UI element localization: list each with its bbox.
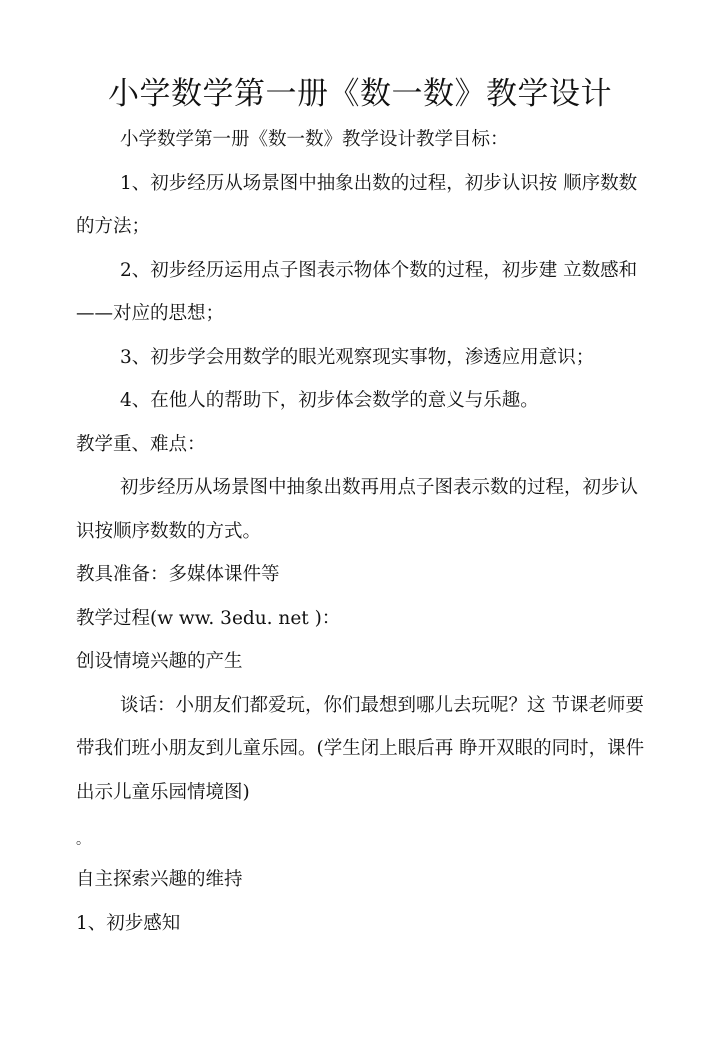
teaching-aids: 教具准备：多媒体课件等 — [76, 564, 280, 585]
dialogue-paragraph: 谈话：小朋友们都爱玩，你们最想到哪儿去玩呢？这 节课老师要带我们班小朋友到儿童乐园。(学生闭上眼后再 睁开双眼的同时，课件出示儿童乐园情境图) — [76, 694, 645, 803]
key-points-text: 初步经历从场景图中抽象出数再用点子图表示数的过程，初步认识按顺序数数的方式。 — [76, 477, 639, 542]
objective-2: 2、初步经历运用点子图表示物体个数的过程，初步建 立数感和——对应的思想； — [76, 259, 638, 324]
objective-4: 4、在他人的帮助下，初步体会数学的意义与乐趣。 — [120, 390, 539, 411]
period-stub: 。 — [76, 832, 90, 848]
objective-1: 1、初步经历从场景图中抽象出数的过程，初步认识按 顺序数数的方法； — [76, 172, 638, 237]
objectives-heading: 小学数学第一册《数一数》教学设计教学目标： — [120, 129, 509, 150]
document-body — [76, 118, 646, 945]
teaching-process-heading: 教学过程(w ww. 3edu. net )： — [76, 607, 341, 629]
key-points-heading: 教学重、难点： — [76, 433, 206, 455]
subsection-initial-perception: 1、初步感知 — [76, 912, 181, 934]
objective-3: 3、初步学会用数学的眼光观察现实事物，渗透应用意识； — [120, 346, 595, 368]
section-scenario-heading: 创设情境兴趣的产生 — [76, 651, 243, 672]
document-title: 小学数学第一册《数一数》教学设计 — [108, 76, 612, 112]
section-explore-heading: 自主探索兴趣的维持 — [76, 869, 243, 890]
